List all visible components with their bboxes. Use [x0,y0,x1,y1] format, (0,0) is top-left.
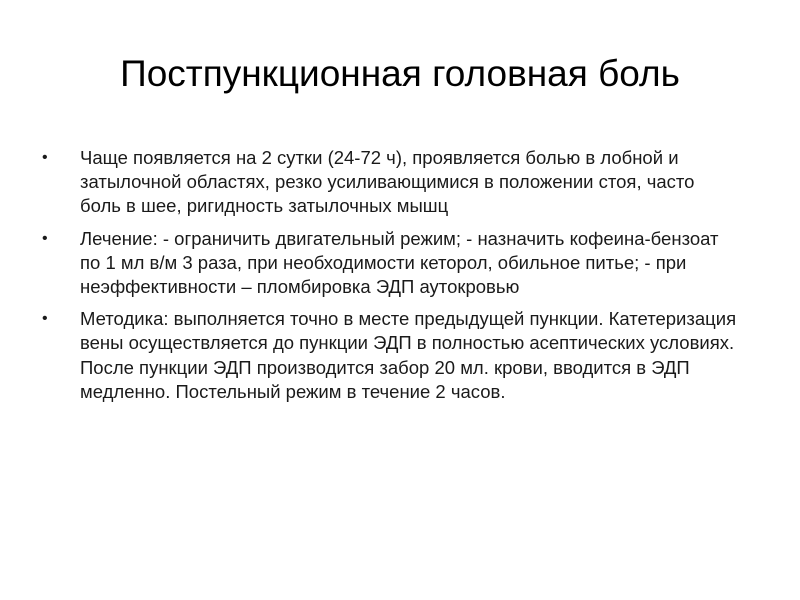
list-item [40,146,740,219]
bullet-icon: • [42,149,48,166]
slide-title: Постпункционная головная боль [120,53,680,94]
bullet-text: Методика: выполняется точно в месте предыдущей пункции. Катетеризация вены осуществляется до пункции ЭДП в полностью асептических условиях. После пункции ЭДП производится забор 20 мл. крови, вводится в ЭДП медленно. Постельный режим в течение 2 часов. [80,308,737,402]
bullet-text: Чаще появляется на 2 сутки (24-72 ч), проявляется болью в лобной и затылочной областях, резко усиливающимися в положении стоя, часто боль в шее, ригидность затылочных мышц [80,147,695,217]
list-item [40,307,740,404]
bullet-icon: • [42,310,48,328]
bullet-list [40,146,740,412]
bullet-icon: • [42,229,48,247]
bullet-text: Лечение: - ограничить двигательный режим; - назначить кофеина-бензоат по 1 мл в/м 3 раза, при необходимости кеторол, обильное питье; - при неэффективности – пломбировка ЭДП аутокровью [80,227,719,298]
list-item [40,227,740,300]
